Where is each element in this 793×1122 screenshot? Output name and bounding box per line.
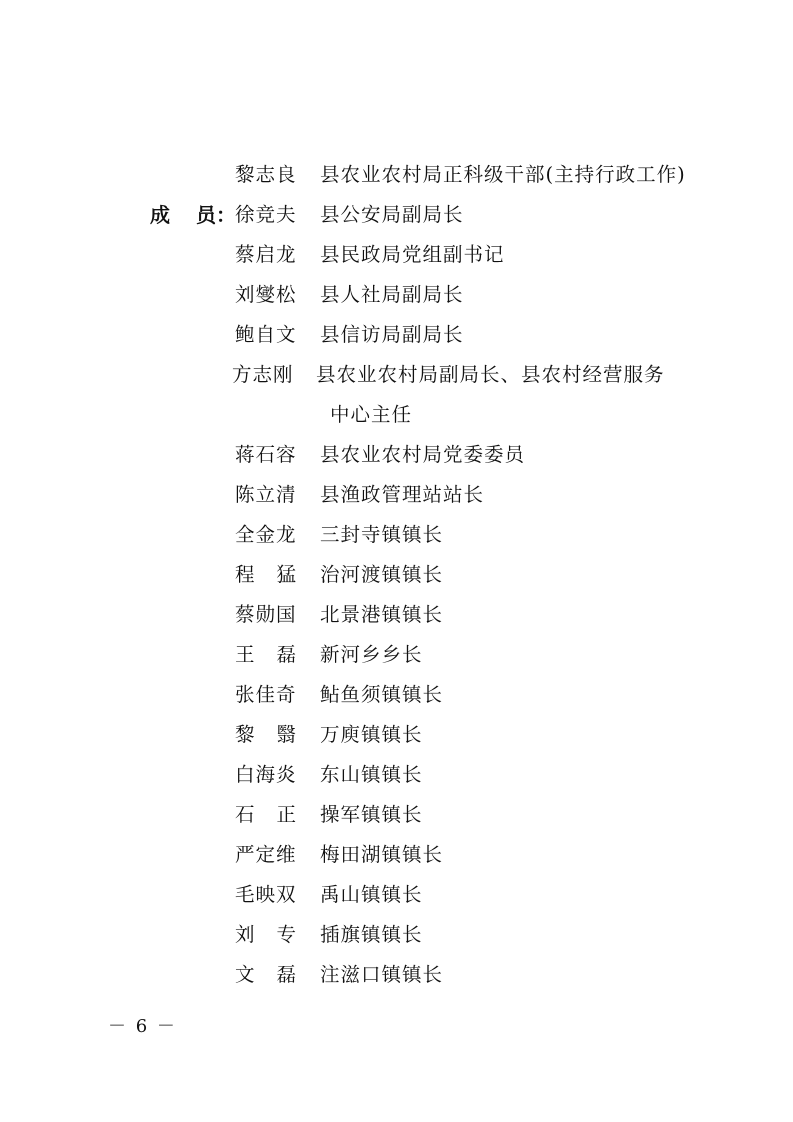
member-name: 白海炎 — [235, 763, 297, 786]
member-name: 陈立清 — [235, 483, 297, 506]
roster-row — [0, 635, 793, 675]
role-label: 成 员： — [150, 203, 236, 227]
member-name: 蒋石容 — [235, 443, 297, 466]
member-title: 县信访局副局长 — [320, 323, 464, 346]
member-name: 方志刚 — [232, 363, 294, 386]
member-title: 县公安局副局长 — [320, 203, 464, 226]
member-name: 张佳奇 — [235, 683, 297, 706]
member-title: 注滋口镇镇长 — [320, 963, 444, 986]
roster-row-continuation — [0, 395, 793, 435]
member-name: 文 磊 — [235, 963, 297, 986]
member-name: 徐竞夫 — [235, 203, 297, 226]
roster-row — [0, 355, 793, 395]
page-number: － 6 － — [108, 1016, 177, 1037]
roster-row — [0, 435, 793, 475]
member-name: 毛映双 — [235, 883, 297, 906]
member-title: 三封寺镇镇长 — [320, 523, 444, 546]
member-title: 治河渡镇镇长 — [320, 563, 444, 586]
member-name: 程 猛 — [235, 563, 297, 586]
roster-row — [0, 515, 793, 555]
member-title: 万庾镇镇长 — [320, 723, 423, 746]
member-name: 刘燮松 — [235, 283, 297, 306]
roster-row — [0, 195, 793, 235]
roster-row — [0, 795, 793, 835]
member-title: 操军镇镇长 — [320, 803, 423, 826]
member-title: 新河乡乡长 — [320, 643, 423, 666]
member-name: 鲍自文 — [235, 323, 297, 346]
member-name: 王 磊 — [235, 643, 297, 666]
member-title: 县农业农村局副局长、县农村经营服务 — [316, 363, 665, 386]
member-roster — [0, 155, 793, 995]
roster-row — [0, 835, 793, 875]
member-name: 石 正 — [235, 803, 297, 826]
member-title: 县农业农村局正科级干部(主持行政工作) — [320, 163, 686, 186]
member-title: 东山镇镇长 — [320, 763, 423, 786]
member-title: 禹山镇镇长 — [320, 883, 423, 906]
member-title: 县渔政管理站站长 — [320, 483, 485, 506]
roster-row — [0, 475, 793, 515]
member-title: 县民政局党组副书记 — [320, 243, 505, 266]
roster-row — [0, 875, 793, 915]
member-title: 县农业农村局党委委员 — [320, 443, 526, 466]
roster-row — [0, 155, 793, 195]
roster-row — [0, 555, 793, 595]
member-name: 严定维 — [235, 843, 297, 866]
roster-row — [0, 315, 793, 355]
roster-row — [0, 955, 793, 995]
roster-row — [0, 235, 793, 275]
member-name: 黎 翳 — [235, 723, 297, 746]
member-title: 鲇鱼须镇镇长 — [320, 683, 444, 706]
member-title: 北景港镇镇长 — [320, 603, 444, 626]
member-title: 梅田湖镇镇长 — [320, 843, 444, 866]
roster-row — [0, 675, 793, 715]
roster-row — [0, 715, 793, 755]
member-name: 蔡启龙 — [235, 243, 297, 266]
member-title: 县人社局副局长 — [320, 283, 464, 306]
roster-row — [0, 755, 793, 795]
roster-row — [0, 915, 793, 955]
member-name: 全金龙 — [235, 523, 297, 546]
member-title: 插旗镇镇长 — [320, 923, 423, 946]
member-name: 黎志良 — [235, 163, 297, 186]
roster-row — [0, 275, 793, 315]
member-title-continuation: 中心主任 — [330, 403, 413, 426]
member-name: 蔡勋国 — [235, 603, 297, 626]
roster-row — [0, 595, 793, 635]
member-name: 刘 专 — [235, 923, 297, 946]
